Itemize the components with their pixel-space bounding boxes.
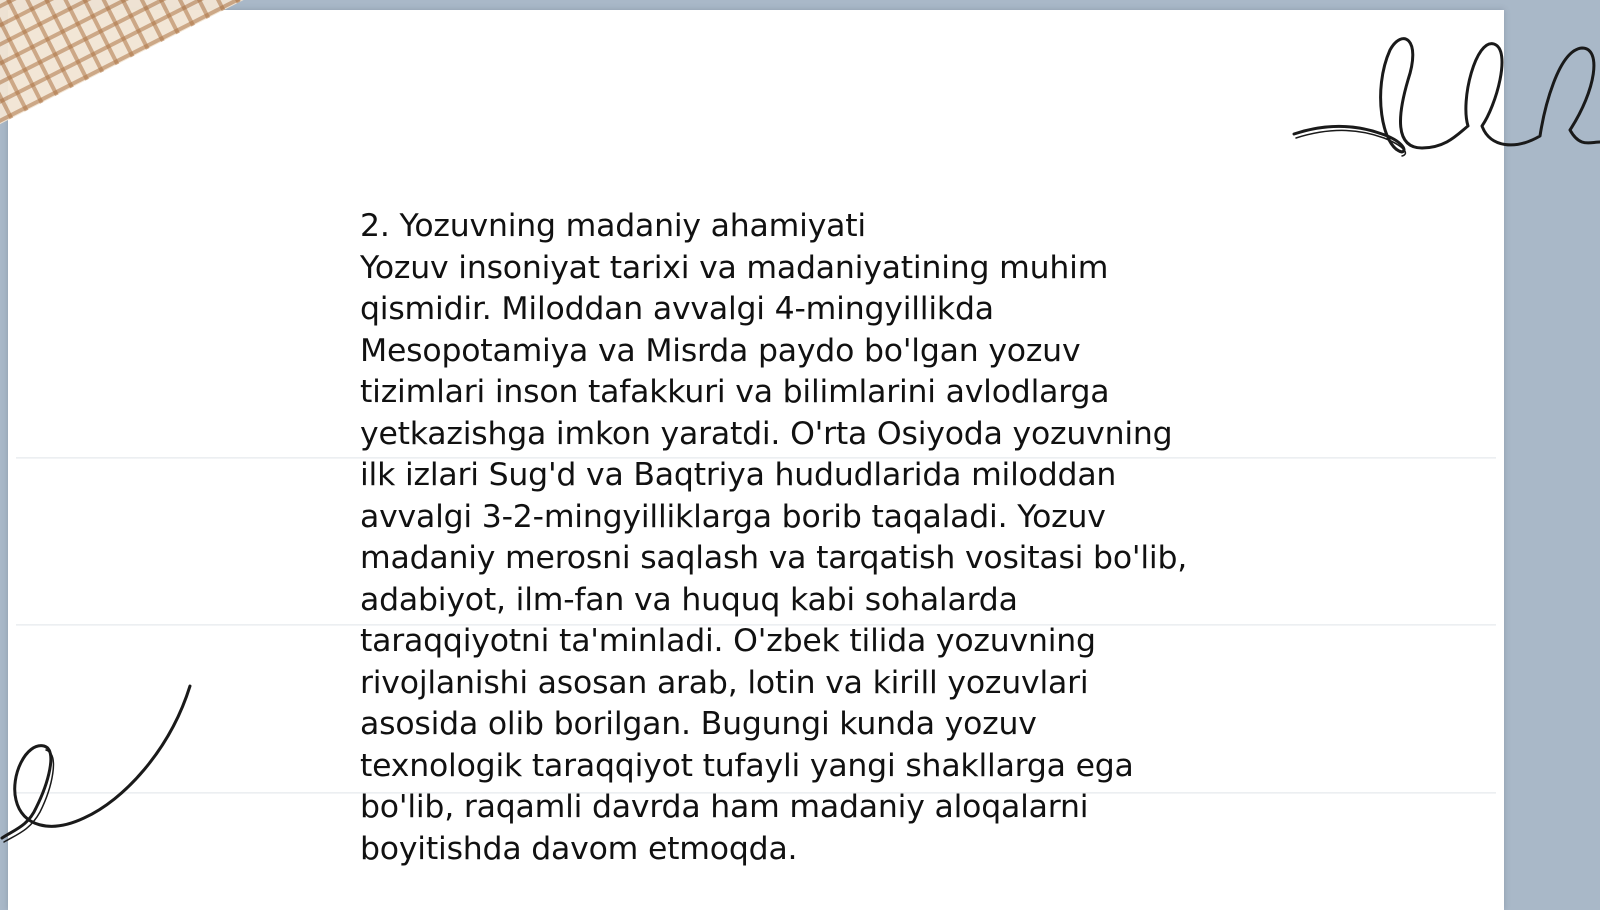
body-line: bo'lib, raqamli davrda ham madaniy aloqalarni (360, 789, 1089, 825)
body-line: taraqqiyotni ta'minladi. O'zbek tilida yozuvning (360, 623, 1096, 659)
body-line: Yozuv insoniyat tarixi va madaniyatining muhim (360, 249, 1109, 286)
body-line: asosida olib borilgan. Bugungi kunda yozuv (360, 706, 1037, 742)
body-line: yetkazishga imkon yaratdi. O'rta Osiyoda yozuvning (360, 415, 1173, 452)
body-line: qismidir. Miloddan avvalgi 4-mingyillikda (360, 291, 994, 327)
body-line: texnologik taraqqiyot tufayli yangi shakllarga ega (360, 747, 1134, 784)
body-line: boyitishda davom etmoqda. (360, 830, 798, 867)
loop-scribble-icon (1290, 30, 1600, 170)
body-line: adabiyot, ilm-fan va huquq kabi sohalarda (360, 581, 1018, 618)
swirl-scribble-icon (0, 680, 200, 850)
body-line: tizimlari inson tafakkuri va bilimlarini avlodlarga (360, 374, 1110, 410)
section-heading: 2. Yozuvning madaniy ahamiyati (360, 208, 866, 244)
body-line: avvalgi 3-2-mingyilliklarga borib taqaladi. Yozuv (360, 498, 1106, 535)
body-line: Mesopotamiya va Misrda paydo bo'lgan yozuv (360, 332, 1081, 369)
body-line: rivojlanishi asosan arab, lotin va kirill yozuvlari (360, 664, 1089, 701)
slide-text-block (360, 206, 1240, 870)
body-line: madaniy merosni saqlash va tarqatish vositasi bo'lib, (360, 540, 1188, 576)
body-line: ilk izlari Sug'd va Baqtriya hududlarida miloddan (360, 457, 1117, 493)
